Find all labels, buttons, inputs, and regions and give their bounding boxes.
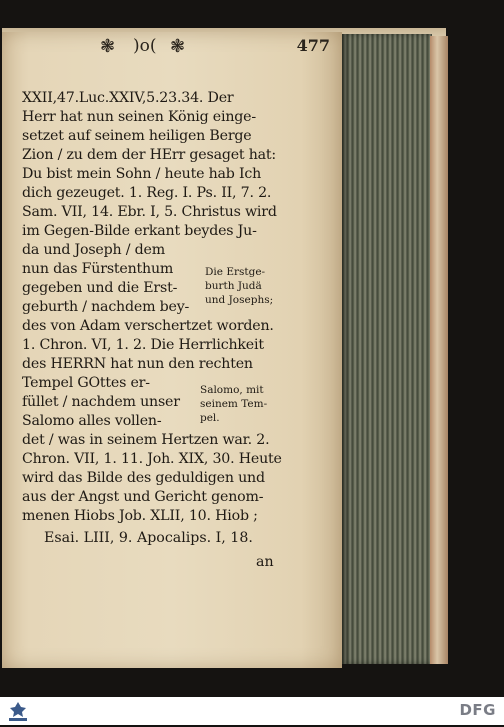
text-line: XXII,47.Luc.XXIV,5.23.34. Der: [22, 90, 234, 106]
text-line: Herr hat nun seinen König einge-: [22, 109, 256, 125]
marginal-note-line: burth Judä: [205, 280, 262, 292]
text-line: im Gegen-Bilde erkant beydes Ju-: [22, 223, 257, 239]
text-line: 1. Chron. VI, 1. 2. Die Herrlichkeit: [22, 337, 264, 353]
ornament-mid: )o(: [133, 36, 157, 56]
page-number: 477: [296, 36, 330, 55]
text-line: aus der Angst und Gericht genom-: [22, 489, 264, 505]
text-line: setzet auf seinem heiligen Berge: [22, 128, 252, 144]
text-line: nun das Fürstenthum: [22, 261, 174, 277]
page-block-edges: [342, 34, 432, 664]
text-line: da und Joseph / dem: [22, 242, 165, 258]
text-line: füllet / nachdem unser: [22, 394, 180, 410]
dfg-logo[interactable]: DFG: [459, 701, 496, 719]
catchword: an: [256, 554, 274, 570]
marginal-note-line: seinem Tem-: [200, 398, 268, 410]
text-line: Zion / zu dem der HErr gesaget hat:: [22, 147, 276, 163]
text-line: Chron. VII, 1. 11. Joh. XIX, 30. Heute: [22, 451, 282, 467]
text-line: geburth / nachdem bey-: [22, 299, 190, 315]
text-line: Du bist mein Sohn / heute hab Ich: [22, 166, 262, 182]
text-line: det / was in seinem Hertzen war. 2.: [22, 432, 270, 448]
viewer-footer-bar: [0, 697, 504, 725]
ornament-left-icon: ❃: [100, 36, 116, 57]
text-line: Sam. VII, 14. Ebr. I, 5. Christus wird: [22, 204, 277, 220]
marginal-note-line: Salomo, mit: [200, 384, 264, 396]
text-line: Tempel GOttes er-: [22, 375, 150, 391]
text-line: menen Hiobs Job. XLII, 10. Hiob ;: [22, 508, 258, 524]
text-line: des von Adam verschertzet worden.: [22, 318, 274, 334]
ornament-right-icon: ❃: [170, 36, 186, 57]
text-line: Salomo alles vollen-: [22, 413, 162, 429]
text-line: wird das Bilde des geduldigen und: [22, 470, 265, 486]
running-header: [100, 36, 330, 60]
marginal-note-line: pel.: [200, 412, 220, 424]
cover-edge: [430, 36, 448, 664]
marginal-note-line: Die Erstge-: [205, 266, 266, 278]
custos-line: Esai. LIII, 9. Apocalips. I, 18.: [44, 530, 253, 546]
institution-logo-icon[interactable]: [6, 699, 30, 723]
marginal-note-line: und Josephs;: [205, 294, 274, 306]
text-line: gegeben und die Erst-: [22, 280, 178, 296]
text-line: des HERRN hat nun den rechten: [22, 356, 253, 372]
text-line: dich gezeuget. 1. Reg. I. Ps. II, 7. 2.: [22, 185, 272, 201]
